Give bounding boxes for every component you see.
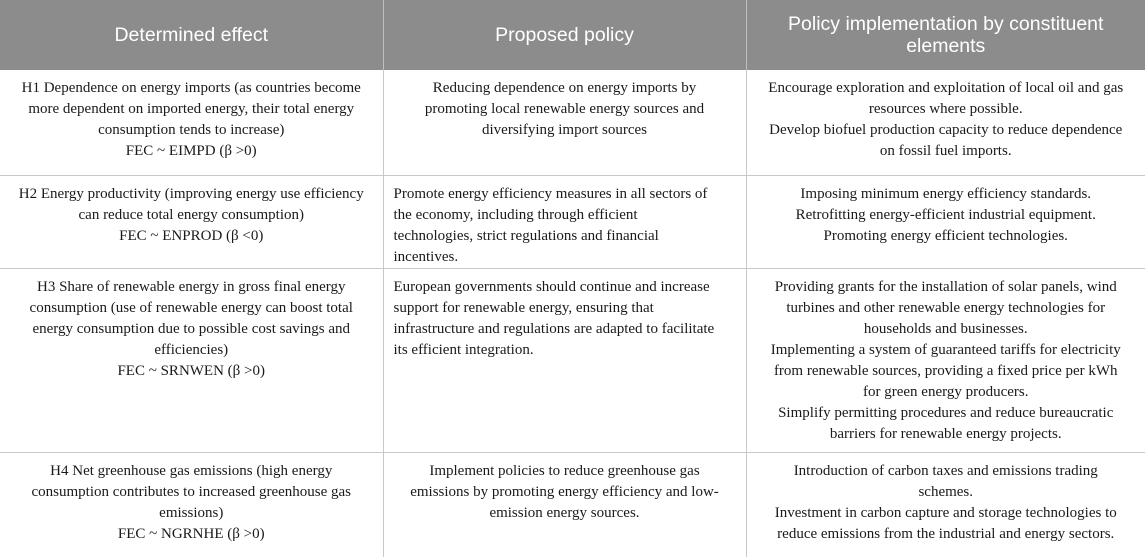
policy-line: emissions by promoting energy efficiency and low- (410, 483, 719, 500)
effect-cell (0, 70, 383, 175)
implementation-line: households and businesses. (863, 320, 1028, 337)
effect-line: H4 Net greenhouse gas emissions (high energy (50, 462, 333, 479)
implementation-line: reduce emissions from the industrial and energy sectors. (777, 525, 1115, 542)
implementation-line: Develop biofuel production capacity to reduce dependence (769, 122, 1123, 138)
effect-line: consumption tends to increase) (98, 122, 285, 138)
implementation-cell (746, 452, 1145, 557)
implementation-line: Implementing a system of guaranteed tariffs for electricity (770, 341, 1121, 358)
policy-line: promoting local renewable energy sources and (424, 101, 705, 117)
implementation-line: Introduction of carbon taxes and emissions trading (793, 462, 1098, 479)
policy-line: infrastructure and regulations are adapted to facilitate (393, 320, 715, 337)
effect-formula: FEC ~ NGRNHE (β >0) (117, 525, 265, 542)
effect-line: consumption (use of renewable energy can boost total (29, 299, 353, 316)
policy-cell (383, 175, 746, 268)
table-row-h4 (0, 452, 1145, 557)
policy-line: support for renewable energy, ensuring that (393, 299, 654, 316)
policy-cell (383, 452, 746, 557)
implementation-cell (746, 268, 1145, 452)
effect-line: efficiencies) (154, 341, 229, 358)
effect-cell (0, 268, 383, 452)
implementation-line: schemes. (918, 483, 974, 500)
effect-line: energy consumption due to possible cost savings and (32, 320, 351, 337)
implementation-line: Investment in carbon capture and storage technologies to (774, 504, 1117, 521)
effect-line: H3 Share of renewable energy in gross final energy (36, 278, 346, 295)
implementation-line: resources where possible. (868, 101, 1023, 117)
implementation-cell (746, 70, 1145, 175)
effect-line: can reduce total energy consumption) (78, 206, 304, 223)
policy-line: the economy, including through efficient (393, 206, 638, 223)
effect-formula: FEC ~ ENPROD (β <0) (119, 227, 264, 244)
effect-line: emissions) (159, 504, 224, 521)
effect-formula: FEC ~ SRNWEN (β >0) (117, 362, 266, 379)
policy-cell (383, 70, 746, 175)
implementation-line: Retrofitting energy-efficient industrial equipment. (795, 206, 1096, 223)
policy-line: emission energy sources. (489, 504, 640, 521)
policy-line: European governments should continue and increase (393, 278, 710, 295)
policy-line: diversifying import sources (482, 122, 647, 138)
implementation-line: on fossil fuel imports. (879, 143, 1012, 159)
header-row (0, 0, 1145, 70)
effect-line: more dependent on imported energy, their total energy (28, 101, 355, 117)
header-proposed-policy: Proposed policy (383, 0, 746, 70)
effect-formula: FEC ~ EIMPD (β >0) (125, 143, 257, 159)
effect-line: consumption contributes to increased greenhouse gas (31, 483, 351, 500)
policy-line: Promote energy efficiency measures in all sectors of (393, 185, 708, 202)
implementation-cell (746, 175, 1145, 268)
table-row-h1 (0, 70, 1145, 175)
implementation-line: from renewable sources, providing a fixed price per kWh (773, 362, 1118, 379)
implementation-line: turbines and other renewable energy technologies for (786, 299, 1106, 316)
policy-line: Implement policies to reduce greenhouse gas (429, 462, 700, 479)
implementation-line: for green energy producers. (863, 383, 1029, 400)
policy-line: technologies, strict regulations and financial (393, 227, 659, 244)
policy-line: Reducing dependence on energy imports by (432, 80, 697, 96)
implementation-line: Imposing minimum energy efficiency standards. (800, 185, 1092, 202)
implementation-line: barriers for renewable energy projects. (829, 425, 1062, 442)
effect-line: H1 Dependence on energy imports (as countries become (21, 80, 361, 96)
effect-cell (0, 175, 383, 268)
implementation-line: Encourage exploration and exploitation of local oil and gas (768, 80, 1124, 96)
effect-line: H2 Energy productivity (improving energy use efficiency (18, 185, 364, 202)
table-row-h3 (0, 268, 1145, 452)
policy-cell (383, 268, 746, 452)
effect-cell (0, 452, 383, 557)
header-policy-implementation: Policy implementation by constituent elements (746, 0, 1145, 70)
header-determined-effect: Determined effect (0, 0, 383, 70)
policy-line: its efficient integration. (393, 341, 534, 358)
implementation-line: Promoting energy efficient technologies. (823, 227, 1068, 244)
policy-line: incentives. (393, 248, 459, 265)
implementation-line: Providing grants for the installation of solar panels, wind (774, 278, 1117, 295)
table-row-h2 (0, 175, 1145, 268)
implementation-line: Simplify permitting procedures and reduce bureaucratic (778, 404, 1114, 421)
